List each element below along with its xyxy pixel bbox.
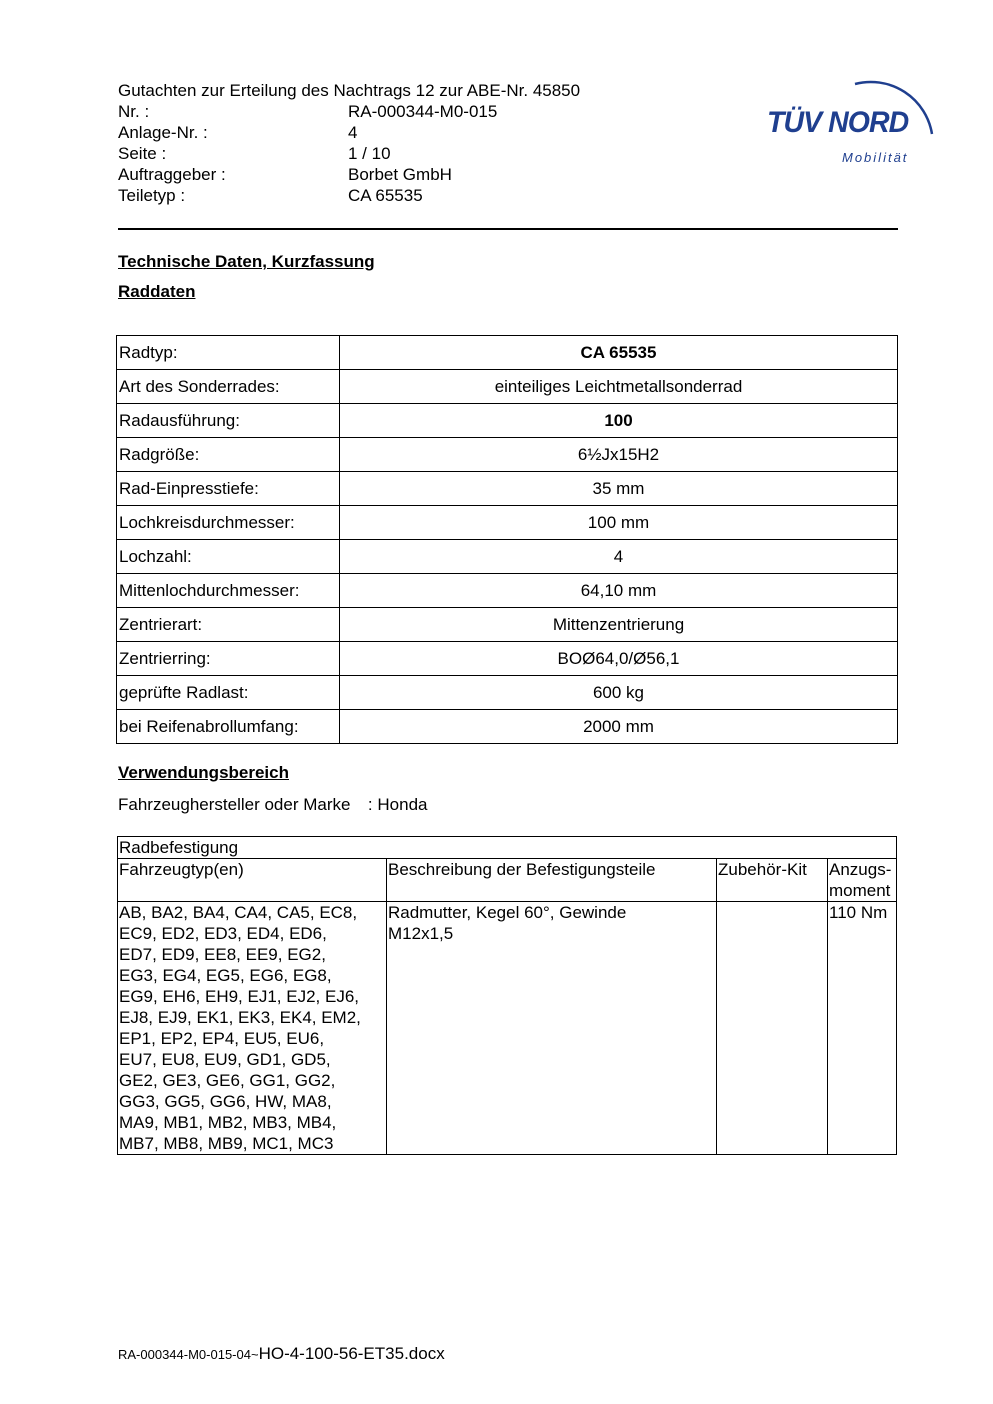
row-value: 4 — [340, 540, 898, 574]
header-row-anlage — [118, 122, 580, 143]
document-header — [118, 80, 580, 206]
fahrzeugtypen-cell — [118, 902, 387, 1155]
zubehoer-kit-cell — [717, 902, 828, 1155]
logo-subtitle: Mobilität — [842, 150, 909, 165]
fahrzeugtyp-line: EP1, EP2, EP4, EU5, EU6, — [119, 1029, 325, 1048]
fahrzeugtyp-line: EU7, EU8, EU9, GD1, GD5, — [119, 1050, 331, 1069]
table-row — [118, 902, 897, 1155]
beschreibung-cell — [387, 902, 717, 1155]
row-value: BOØ64,0/Ø56,1 — [340, 642, 898, 676]
header-value: 1 / 10 — [348, 144, 391, 163]
table-row — [117, 540, 898, 574]
row-label: geprüfte Radlast: — [117, 676, 340, 710]
row-value: 35 mm — [340, 472, 898, 506]
fahrzeugtyp-line: ED7, ED9, EE8, EE9, EG2, — [119, 945, 326, 964]
fahrzeugtyp-line: AB, BA2, BA4, CA4, CA5, EC8, — [119, 903, 358, 922]
fahrzeugtyp-line: EG9, EH6, EH9, EJ1, EJ2, EJ6, — [119, 987, 359, 1006]
beschreibung-line: M12x1,5 — [388, 924, 454, 943]
hersteller-line — [118, 795, 428, 815]
fahrzeugtyp-line: EG3, EG4, EG5, EG6, EG8, — [119, 966, 332, 985]
row-value: 2000 mm — [340, 710, 898, 744]
fahrzeugtyp-line: GG3, GG5, GG6, HW, MA8, — [119, 1092, 332, 1111]
footer-prefix: RA-000344-M0-015-04~ — [118, 1347, 259, 1362]
header-anzugsmoment-line: Anzugs- — [829, 860, 892, 879]
header-fahrzeugtyp: Fahrzeugtyp(en) — [118, 859, 387, 902]
table-row — [117, 506, 898, 540]
hersteller-separator: : — [367, 795, 373, 814]
table-header-row — [118, 859, 897, 902]
fahrzeugtyp-line: EC9, ED2, ED3, ED4, ED6, — [119, 924, 327, 943]
logo-wordmark: TÜV NORD — [767, 106, 909, 139]
table-row — [117, 710, 898, 744]
header-anzugsmoment-line: moment — [829, 881, 891, 900]
row-value: 100 mm — [340, 506, 898, 540]
row-value: einteiliges Leichtmetallsonderrad — [340, 370, 898, 404]
header-key: Seite : — [118, 144, 167, 163]
row-label: Radgröße: — [117, 438, 340, 472]
table-row — [117, 404, 898, 438]
section-raddaten: Raddaten — [118, 282, 196, 301]
header-value: Borbet GmbH — [348, 165, 452, 184]
tuv-nord-logo — [760, 56, 950, 174]
header-value: CA 65535 — [348, 186, 423, 205]
header-zubehoer-kit: Zubehör-Kit — [717, 859, 828, 902]
table-row — [117, 676, 898, 710]
header-row-nr — [118, 101, 580, 122]
footer-suffix: HO-4-100-56-ET35.docx — [258, 1344, 445, 1363]
row-value: 64,10 mm — [340, 574, 898, 608]
beschreibung-line: Radmutter, Kegel 60°, Gewinde — [388, 903, 627, 922]
row-value: Mittenzentrierung — [340, 608, 898, 642]
row-label: Radausführung: — [117, 404, 340, 438]
row-label: Zentrierart: — [117, 608, 340, 642]
table-row — [117, 438, 898, 472]
row-label: Mittenlochdurchmesser: — [117, 574, 340, 608]
table-row — [117, 608, 898, 642]
header-anzugsmoment — [828, 859, 897, 902]
fahrzeugtyp-line: MA9, MB1, MB2, MB3, MB4, — [119, 1113, 337, 1132]
footer-filename — [118, 1344, 445, 1364]
hersteller-value: Honda — [377, 795, 428, 814]
row-value: 6½Jx15H2 — [340, 438, 898, 472]
fahrzeugtyp-line: MB7, MB8, MB9, MC1, MC3 — [119, 1134, 334, 1153]
table-row — [117, 642, 898, 676]
header-key: Auftraggeber : — [118, 165, 226, 184]
row-value: 100 — [340, 404, 898, 438]
befestigung-table — [117, 836, 897, 1155]
header-beschreibung: Beschreibung der Befestigungsteile — [387, 859, 717, 902]
row-label: Lochzahl: — [117, 540, 340, 574]
section-verwendungsbereich: Verwendungsbereich — [118, 763, 289, 782]
table-title-row — [118, 837, 897, 859]
row-label: Lochkreisdurchmesser: — [117, 506, 340, 540]
row-label: Radtyp: — [117, 336, 340, 370]
fahrzeugtyp-line: EJ8, EJ9, EK1, EK3, EK4, EM2, — [119, 1008, 361, 1027]
table-row — [117, 574, 898, 608]
header-row-teiletyp — [118, 185, 580, 206]
row-value: 600 kg — [340, 676, 898, 710]
header-value: RA-000344-M0-015 — [348, 102, 498, 121]
row-value: CA 65535 — [340, 336, 898, 370]
header-key: Nr. : — [118, 102, 150, 121]
row-label: bei Reifenabrollumfang: — [117, 710, 340, 744]
header-key: Teiletyp : — [118, 186, 186, 205]
row-label: Zentrierring: — [117, 642, 340, 676]
header-row-auftraggeber — [118, 164, 580, 185]
fahrzeugtyp-line: GE2, GE3, GE6, GG1, GG2, — [119, 1071, 336, 1090]
row-label: Rad-Einpresstiefe: — [117, 472, 340, 506]
hersteller-label: Fahrzeughersteller oder Marke — [118, 795, 351, 814]
table-row — [117, 472, 898, 506]
header-row-seite — [118, 143, 580, 164]
befestigung-title: Radbefestigung — [118, 837, 897, 859]
header-value: 4 — [348, 123, 358, 142]
table-row — [117, 370, 898, 404]
section-technische-daten: Technische Daten, Kurzfassung — [118, 252, 375, 271]
row-label: Art des Sonderrades: — [117, 370, 340, 404]
header-divider — [118, 228, 898, 230]
header-key: Anlage-Nr. : — [118, 123, 208, 142]
anzugsmoment-cell: 110 Nm — [828, 902, 897, 1155]
table-row — [117, 336, 898, 370]
raddaten-table — [116, 335, 898, 744]
document-title: Gutachten zur Erteilung des Nachtrags 12 zur ABE-Nr. 45850 — [118, 81, 581, 100]
